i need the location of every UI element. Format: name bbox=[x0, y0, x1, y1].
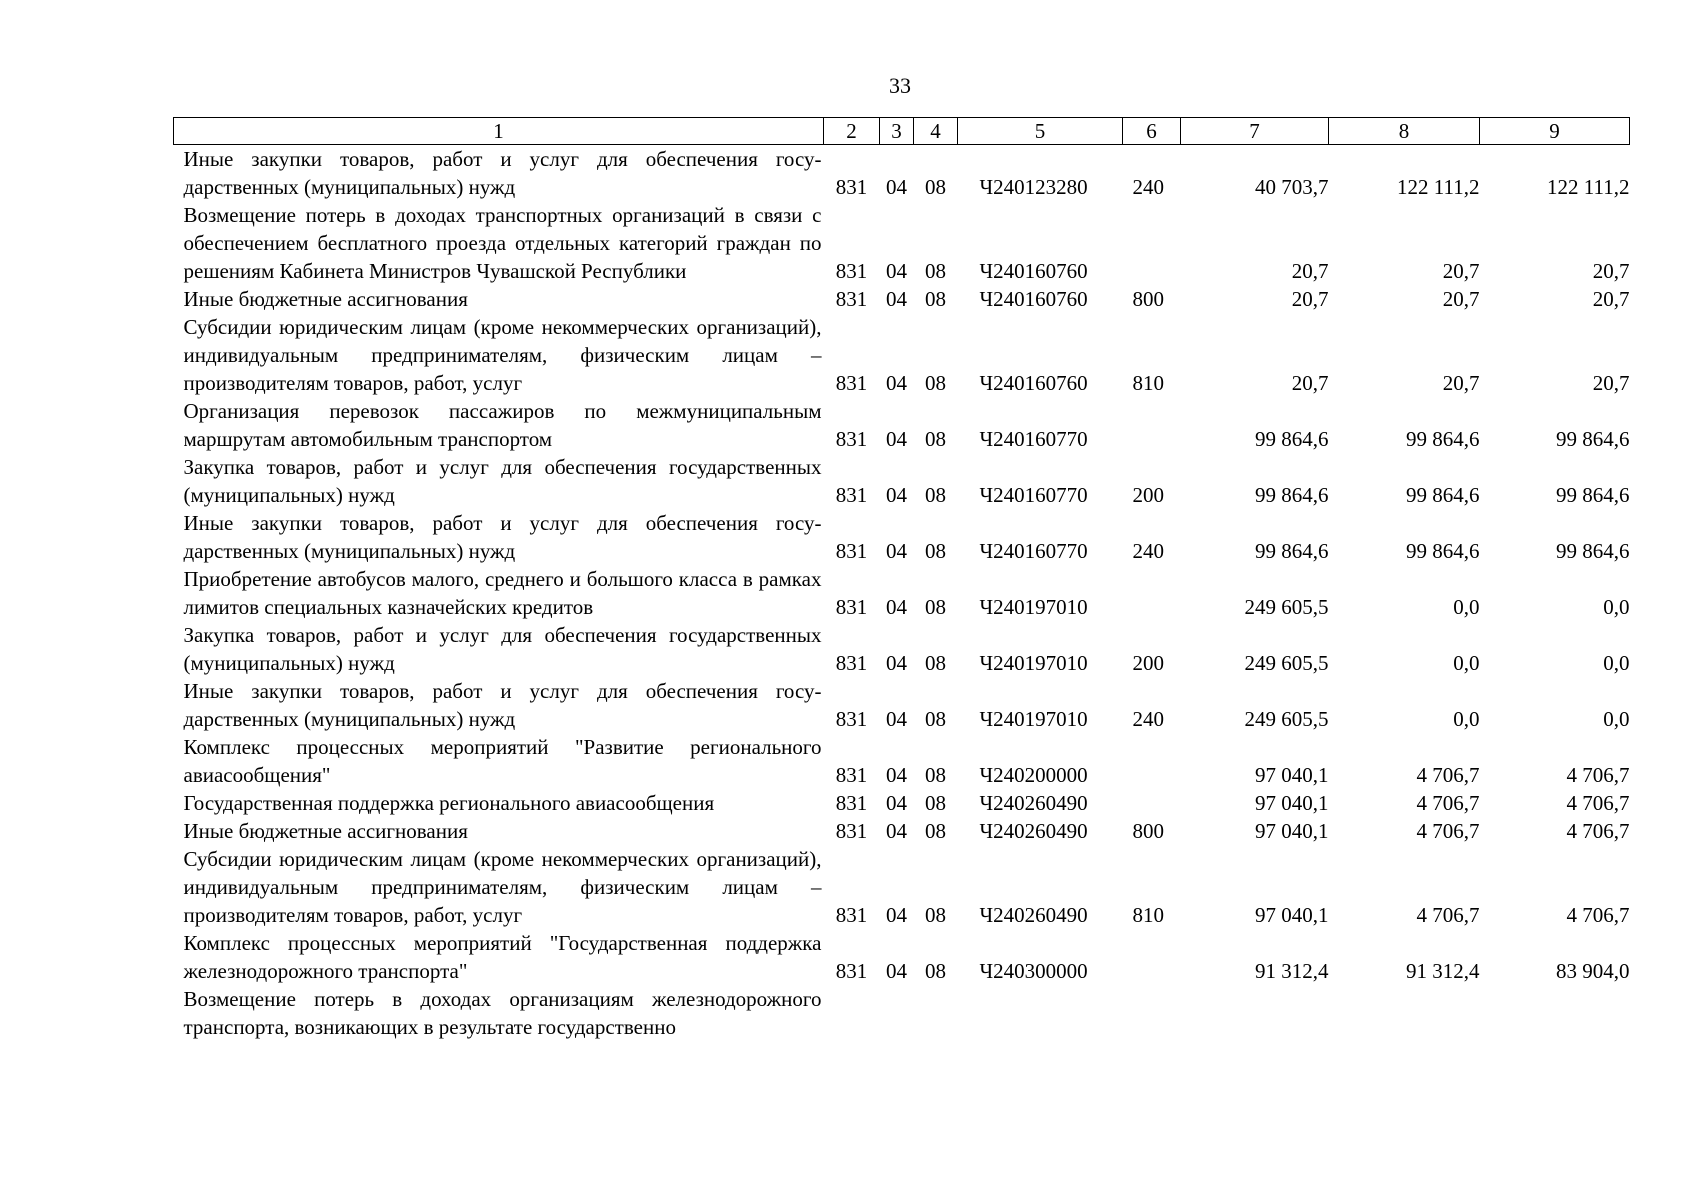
row-expense-type: 800 bbox=[1132, 819, 1164, 843]
row-ved-code: 831 bbox=[835, 651, 868, 675]
row-target-article: Ч240123280 bbox=[979, 175, 1088, 199]
row-amount-col7: 99 864,6 bbox=[1255, 483, 1329, 507]
row-name: Иные закупки товаров, работ и услуг для обеспечения государственных (муниципальных) нужд bbox=[183, 511, 822, 563]
row-name: Иные закупки товаров, работ и услуг для обеспечения государственных (муниципальных) нужд bbox=[183, 147, 822, 199]
row-section-code: 04 bbox=[886, 259, 907, 283]
row-subsection-code: 08 bbox=[925, 287, 946, 311]
row-amount-col7: 97 040,1 bbox=[1255, 819, 1329, 843]
row-section-code: 04 bbox=[886, 175, 907, 199]
row-ved-code: 831 bbox=[835, 791, 868, 815]
row-expense-type bbox=[1123, 929, 1181, 985]
row-name: Иные закупки товаров, работ и услуг для обеспечения государственных (муниципальных) нужд bbox=[183, 679, 822, 731]
row-subsection-code: 08 bbox=[925, 427, 946, 451]
row-amount-col9: 4 706,7 bbox=[1566, 819, 1630, 843]
row-ved-code bbox=[824, 985, 880, 1041]
row-amount-col7: 20,7 bbox=[1291, 371, 1329, 395]
row-target-article: Ч240197010 bbox=[979, 595, 1088, 619]
row-amount-col7 bbox=[1181, 985, 1329, 1041]
row-expense-type bbox=[1123, 201, 1181, 285]
row-amount-col8: 20,7 bbox=[1442, 259, 1480, 283]
row-amount-col7: 99 864,6 bbox=[1255, 427, 1329, 451]
row-section-code: 04 bbox=[886, 651, 907, 675]
row-amount-col7: 91 312,4 bbox=[1255, 959, 1329, 983]
row-target-article: Ч240160770 bbox=[979, 427, 1088, 451]
row-amount-col9: 20,7 bbox=[1592, 259, 1630, 283]
table-row bbox=[174, 621, 1630, 677]
row-name: Субсидии юридическим лицам (кроме некоммерческих организаций), индивидуальным предпринимателям, физическим лицам – производителям товаров, работ, услуг bbox=[183, 315, 822, 395]
row-amount-col9: 99 864,6 bbox=[1556, 483, 1630, 507]
row-amount-col9 bbox=[1480, 985, 1630, 1041]
row-amount-col9: 99 864,6 bbox=[1556, 427, 1630, 451]
header-col-1: 1 bbox=[174, 118, 824, 145]
row-subsection-code: 08 bbox=[925, 819, 946, 843]
row-expense-type: 200 bbox=[1132, 651, 1164, 675]
table-row bbox=[174, 285, 1630, 313]
row-subsection-code: 08 bbox=[925, 763, 946, 787]
table-row bbox=[174, 845, 1630, 929]
row-ved-code: 831 bbox=[835, 819, 868, 843]
row-amount-col9: 4 706,7 bbox=[1566, 763, 1630, 787]
table-row bbox=[174, 565, 1630, 621]
row-amount-col7: 20,7 bbox=[1291, 287, 1329, 311]
row-section-code: 04 bbox=[886, 483, 907, 507]
row-section-code: 04 bbox=[886, 959, 907, 983]
table-row bbox=[174, 145, 1630, 202]
row-subsection-code: 08 bbox=[925, 175, 946, 199]
row-section-code: 04 bbox=[886, 903, 907, 927]
row-ved-code: 831 bbox=[835, 903, 868, 927]
table-row bbox=[174, 509, 1630, 565]
row-target-article: Ч240160760 bbox=[979, 371, 1088, 395]
row-amount-col8: 20,7 bbox=[1442, 371, 1480, 395]
table-row bbox=[174, 985, 1630, 1041]
row-target-article: Ч240160770 bbox=[979, 539, 1088, 563]
row-section-code: 04 bbox=[886, 427, 907, 451]
table-row bbox=[174, 929, 1630, 985]
table-header bbox=[174, 118, 1630, 145]
row-name: Комплекс процессных мероприятий "Развитие регионального авиасообщения" bbox=[183, 735, 822, 787]
row-amount-col8: 20,7 bbox=[1442, 287, 1480, 311]
row-amount-col7: 249 605,5 bbox=[1244, 595, 1329, 619]
row-amount-col9: 83 904,0 bbox=[1556, 959, 1630, 983]
budget-table bbox=[173, 117, 1630, 1041]
row-amount-col8 bbox=[1329, 985, 1480, 1041]
row-expense-type: 240 bbox=[1132, 175, 1164, 199]
row-expense-type: 240 bbox=[1132, 707, 1164, 731]
row-amount-col8: 4 706,7 bbox=[1416, 903, 1480, 927]
row-amount-col9: 20,7 bbox=[1592, 287, 1630, 311]
row-section-code: 04 bbox=[886, 287, 907, 311]
row-section-code: 04 bbox=[886, 791, 907, 815]
table-row bbox=[174, 817, 1630, 845]
row-amount-col8: 4 706,7 bbox=[1416, 791, 1480, 815]
row-name: Организация перевозок пассажиров по межмуниципальным маршрутам автомобильным транспортом bbox=[183, 399, 822, 451]
row-target-article: Ч240260490 bbox=[979, 903, 1088, 927]
header-col-7: 7 bbox=[1181, 118, 1329, 145]
row-amount-col8: 0,0 bbox=[1453, 651, 1480, 675]
row-amount-col9: 99 864,6 bbox=[1556, 539, 1630, 563]
table-row bbox=[174, 453, 1630, 509]
row-expense-type bbox=[1123, 985, 1181, 1041]
row-target-article: Ч240300000 bbox=[979, 959, 1088, 983]
row-ved-code: 831 bbox=[835, 427, 868, 451]
row-subsection-code: 08 bbox=[925, 959, 946, 983]
row-ved-code: 831 bbox=[835, 287, 868, 311]
row-amount-col8: 99 864,6 bbox=[1406, 539, 1480, 563]
row-expense-type: 810 bbox=[1132, 371, 1164, 395]
row-ved-code: 831 bbox=[835, 763, 868, 787]
row-target-article: Ч240160760 bbox=[979, 259, 1088, 283]
table-row bbox=[174, 397, 1630, 453]
row-name: Государственная поддержка регионального авиасообщения bbox=[183, 791, 715, 815]
row-amount-col7: 97 040,1 bbox=[1255, 763, 1329, 787]
row-subsection-code: 08 bbox=[925, 483, 946, 507]
row-amount-col9: 122 111,2 bbox=[1547, 175, 1630, 199]
row-amount-col9: 0,0 bbox=[1603, 595, 1630, 619]
row-ved-code: 831 bbox=[835, 483, 868, 507]
row-target-article: Ч240197010 bbox=[979, 707, 1088, 731]
row-ved-code: 831 bbox=[835, 539, 868, 563]
row-amount-col7: 97 040,1 bbox=[1255, 791, 1329, 815]
row-amount-col8: 99 864,6 bbox=[1406, 483, 1480, 507]
row-amount-col8: 91 312,4 bbox=[1406, 959, 1480, 983]
row-expense-type: 240 bbox=[1132, 539, 1164, 563]
row-subsection-code: 08 bbox=[925, 903, 946, 927]
page-number: 33 bbox=[889, 73, 911, 98]
row-name: Субсидии юридическим лицам (кроме некоммерческих организаций), индивидуальным предпринимателям, физическим лицам – производителям товаров, работ, услуг bbox=[183, 847, 822, 927]
row-section-code: 04 bbox=[886, 595, 907, 619]
header-col-2: 2 bbox=[824, 118, 880, 145]
header-col-8: 8 bbox=[1329, 118, 1480, 145]
row-expense-type bbox=[1123, 565, 1181, 621]
row-amount-col8: 122 111,2 bbox=[1397, 175, 1480, 199]
row-target-article: Ч240197010 bbox=[979, 651, 1088, 675]
row-target-article bbox=[958, 985, 1123, 1041]
row-subsection-code: 08 bbox=[925, 371, 946, 395]
row-expense-type bbox=[1123, 397, 1181, 453]
row-name: Иные бюджетные ассигнования bbox=[183, 287, 468, 311]
row-expense-type: 200 bbox=[1132, 483, 1164, 507]
row-subsection-code: 08 bbox=[925, 791, 946, 815]
row-target-article: Ч240160770 bbox=[979, 483, 1088, 507]
row-subsection-code: 08 bbox=[925, 539, 946, 563]
row-name: Приобретение автобусов малого, среднего и большого класса в рамках лимитов специальных казначейских кредитов bbox=[183, 567, 822, 619]
row-name: Закупка товаров, работ и услуг для обеспечения государственных (муниципальных) нужд bbox=[183, 455, 822, 507]
row-amount-col8: 0,0 bbox=[1453, 707, 1480, 731]
header-col-6: 6 bbox=[1123, 118, 1181, 145]
header-col-9: 9 bbox=[1480, 118, 1630, 145]
row-section-code bbox=[880, 985, 914, 1041]
row-target-article: Ч240160760 bbox=[979, 287, 1088, 311]
row-section-code: 04 bbox=[886, 707, 907, 731]
table-body bbox=[174, 145, 1630, 1042]
row-ved-code: 831 bbox=[835, 595, 868, 619]
row-name: Возмещение потерь в доходах транспортных организаций в связи с обеспечением бесплатного проезда отдельных категорий граждан по решениям Кабинета Министров Чувашской Республики bbox=[183, 203, 822, 283]
row-amount-col7: 97 040,1 bbox=[1255, 903, 1329, 927]
row-ved-code: 831 bbox=[835, 707, 868, 731]
row-name: Возмещение потерь в доходах организациям железнодорожного транспорта, возникающих в результате государственно bbox=[183, 987, 822, 1039]
row-amount-col9: 4 706,7 bbox=[1566, 903, 1630, 927]
row-target-article: Ч240260490 bbox=[979, 791, 1088, 815]
row-subsection-code: 08 bbox=[925, 595, 946, 619]
row-amount-col7: 40 703,7 bbox=[1255, 175, 1329, 199]
row-amount-col7: 99 864,6 bbox=[1255, 539, 1329, 563]
row-amount-col8: 4 706,7 bbox=[1416, 819, 1480, 843]
row-expense-type bbox=[1123, 733, 1181, 789]
row-amount-col9: 20,7 bbox=[1592, 371, 1630, 395]
row-name: Иные бюджетные ассигнования bbox=[183, 819, 468, 843]
row-ved-code: 831 bbox=[835, 175, 868, 199]
row-target-article: Ч240260490 bbox=[979, 819, 1088, 843]
row-subsection-code bbox=[914, 985, 958, 1041]
row-name: Комплекс процессных мероприятий "Государственная поддержка железнодорожного транспорта" bbox=[183, 931, 822, 983]
row-subsection-code: 08 bbox=[925, 707, 946, 731]
row-amount-col9: 0,0 bbox=[1603, 651, 1630, 675]
header-row bbox=[174, 118, 1630, 145]
row-ved-code: 831 bbox=[835, 959, 868, 983]
table-row bbox=[174, 789, 1630, 817]
table-row bbox=[174, 201, 1630, 285]
row-subsection-code: 08 bbox=[925, 651, 946, 675]
header-col-3: 3 bbox=[880, 118, 914, 145]
row-target-article: Ч240200000 bbox=[979, 763, 1088, 787]
row-section-code: 04 bbox=[886, 763, 907, 787]
row-expense-type: 800 bbox=[1132, 287, 1164, 311]
row-amount-col8: 99 864,6 bbox=[1406, 427, 1480, 451]
row-amount-col8: 0,0 bbox=[1453, 595, 1480, 619]
row-ved-code: 831 bbox=[835, 259, 868, 283]
row-subsection-code: 08 bbox=[925, 259, 946, 283]
row-amount-col9: 4 706,7 bbox=[1566, 791, 1630, 815]
row-name: Закупка товаров, работ и услуг для обеспечения государственных (муниципальных) нужд bbox=[183, 623, 822, 675]
row-amount-col7: 20,7 bbox=[1291, 259, 1329, 283]
row-expense-type bbox=[1123, 789, 1181, 817]
row-ved-code: 831 bbox=[835, 371, 868, 395]
row-section-code: 04 bbox=[886, 371, 907, 395]
table-row bbox=[174, 313, 1630, 397]
row-section-code: 04 bbox=[886, 819, 907, 843]
row-amount-col7: 249 605,5 bbox=[1244, 651, 1329, 675]
header-col-4: 4 bbox=[914, 118, 958, 145]
row-expense-type: 810 bbox=[1132, 903, 1164, 927]
row-amount-col7: 249 605,5 bbox=[1244, 707, 1329, 731]
row-amount-col9: 0,0 bbox=[1603, 707, 1630, 731]
row-section-code: 04 bbox=[886, 539, 907, 563]
row-amount-col8: 4 706,7 bbox=[1416, 763, 1480, 787]
table-row bbox=[174, 733, 1630, 789]
table-row bbox=[174, 677, 1630, 733]
header-col-5: 5 bbox=[958, 118, 1123, 145]
